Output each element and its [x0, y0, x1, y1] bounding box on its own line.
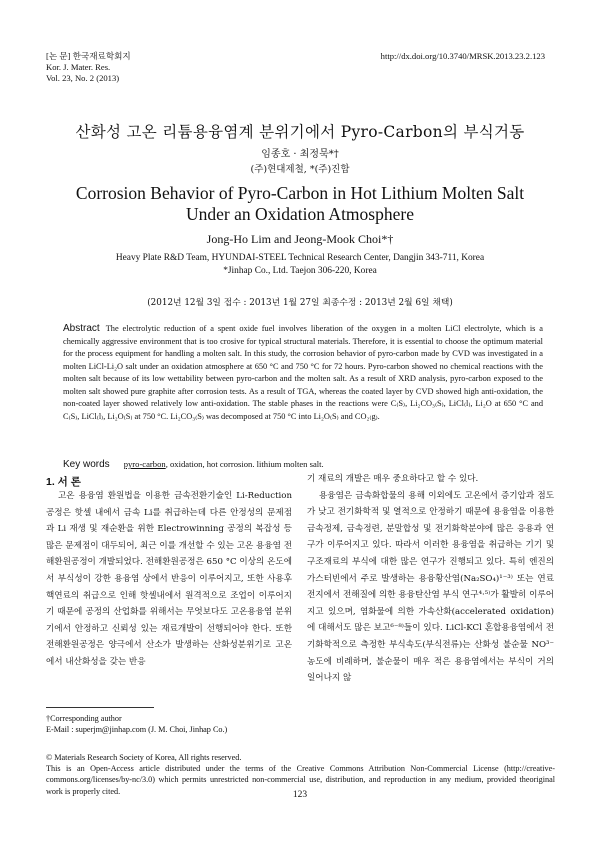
- keywords-rest: , oxidation, hot corrosion. lithium molten salt.: [165, 459, 324, 469]
- keyword-first: pyro-carbon: [123, 459, 166, 469]
- right-paragraph-1: 기 재료의 개발은 매우 중요하다고 할 수 있다.: [307, 474, 479, 484]
- affiliation-korean: (주)현대제철, *(주)진합: [250, 164, 350, 175]
- affiliation-english: [0, 252, 600, 278]
- abstract-label: Abstract: [63, 323, 100, 334]
- right-paragraph-2: 용융염은 금속화합물의 용해 이외에도 고온에서 증기압과 점도가 낮고 전기화학적 및 열적으로 안정하기 때문에 용융염을 이용한 금속정제, 금속정련, 분말합성 및 전기화학분야에 많은 응용과 연구가 이루어지고 있다. 따라서 이러한 용융염을 취급하는 기기 및 구조재료의 부식에 대한 많은 연구가 진행되고 있다. 특히 엔진의 가스터빈에서 주로 발생하는 용융황산염(Na₂SO₄)¹⁻³⁾ 또는 연료전지에서 전해질에 의한 용융탄산염 부식 연구⁴·⁵⁾가 활발히 이루어지고 있으며, 염화물에 의한 가속산화(accelerated oxidation)에 대해서도 많은 보고⁶⁻⁸⁾들이 있다. LiCl-KCl 혼합용융염에서 전기화학적으로 측정한 부식속도(부식전류)는 산화성 불순물 NO³⁻ 농도에 비례하며, 불순물이 매우 적은 용융염에서는 부식이 거의 일어나지 않: [307, 490, 554, 684]
- left-paragraph: 고온 용융염 환원법을 이용한 금속전환기술인 Li-Reduction 공정은 핫셀 내에서 금속 Li를 취급하는데 다른 안정성의 문제점과 Li 재생 및 재순환을 위한 Electrowinning 공정의 복잡성 등 많은 문제점이 대두되어, 최근 이를 개선할 수 있는 고온 용융염 전해환원공정이 개발되었다. 전해환원공정은 650 °C 이상의 온도에서 부식성이 강한 용융염 상에서 반응이 이루어지고, 또한 사용후 핵연료의 취급으로 인해 핫셀내에서 원격적으로 조업이 이루어지기 때문에 공정의 산업화를 위해서는 무엇보다도 고온용융염 분위기에서 안정하고 신뢰성 있는 재료개발이 선행되어야 한다. 또한 전해환원공정은 양극에서 산소가 발생하는 산화성분위기로 고온에서 내산화성을 갖는 반응: [46, 491, 292, 667]
- footnote-divider: [46, 707, 154, 708]
- doi-link[interactable]: http://dx.doi.org/10.3740/MRSK.2013.23.2.123: [380, 51, 545, 61]
- author-email: E-Mail : superjm@jinhap.com (J. M. Choi, Jinhap Co.): [46, 725, 228, 735]
- journal-volume: Vol. 23, No. 2 (2013): [46, 73, 120, 83]
- title-english-line2: Under an Oxidation Atmosphere: [186, 204, 414, 224]
- journal-name-ko: [논 문] 한국재료학회지: [46, 51, 131, 61]
- keywords-label: Key words: [63, 459, 110, 470]
- abstract-text: The electrolytic reduction of a spent oxide fuel involves liberation of the oxygen in a molten LiCl electrolyte, which is a chemically aggressive environment that is too crosive for typical structural materials. Therefore, it is essential to choose the optimum material for the process equipment for handling a molten salt. In this study, the corrosion behavior of pyro-carbon made by CVD was investigated in a molten LiCl-Li₂O salt under an oxidation atmosphere at 650 °C and 750 °C for 72 hours. Pyro-carbon showed no chemical reactions with the molten salt because of its low wettability between pyro-carbon and the molten salt. As a result of XRD analysis, pyro-carbon exposed to the molten salt showed pure graphite after corrosion tests. As a result of TGA, whereas the coated layer by CVD showed high anti-oxidation, the non-coated layer showed relatively low anti-oxidation. The stable phases in the reactions were C₍S₎, Li₂CO₃₍S₎, LiCl₍l₎, Li₂O at 650 °C and C₍S₎, LiCl₍l₎, Li₂O₍S₎ at 750 °C. Li₂CO₃₍S₎ was decomposed at 750 °C into Li₂O₍S₎ and CO₂₍g₎.: [63, 324, 543, 421]
- title-english: [0, 183, 600, 225]
- affiliation-english-line1: Heavy Plate R&D Team, HYUNDAI-STEEL Technical Research Center, Dangjin 343-711, Korea: [115, 253, 485, 263]
- section-title-introduction: 1. 서 론: [46, 476, 81, 488]
- affiliation-english-line2: *Jinhap Co., Ltd. Taejon 306-220, Korea: [223, 266, 377, 276]
- copyright-line: © Materials Research Society of Korea, All rights reserved.: [46, 753, 242, 762]
- abstract: [63, 323, 543, 423]
- title-english-line1: Corrosion Behavior of Pyro-Carbon in Hot Lithium Molten Salt: [75, 183, 525, 203]
- license-text: This is an Open-Access article distributed under the terms of the Creative Commons Attribution Non-Commercial License (http://creative-commons.org/licenses/by-nc/3.0) which permits unrestricted non-commercial use, distribution, and reproduction in any medium, provided theoriginal work is properly cited.: [46, 764, 555, 796]
- submission-dates: (2012년 12월 3일 접수 : 2013년 1월 27일 최종수정 : 2013년 2월 6일 채택): [147, 298, 453, 308]
- journal-header: [46, 51, 131, 84]
- title-korean: 산화성 고온 리튬용융염계 분위기에서 Pyro-Carbon의 부식거동: [75, 123, 525, 141]
- footnote: [46, 713, 292, 735]
- page-number: 123: [292, 790, 308, 800]
- body-right-column: [307, 471, 554, 687]
- journal-name-en: Kor. J. Mater. Res.: [46, 62, 111, 72]
- authors-korean: 임종호 · 최정묵*†: [261, 149, 339, 160]
- authors-english: Jong-Ho Lim and Jeong-Mook Choi*†: [206, 232, 394, 246]
- corresponding-author: †Corresponding author: [46, 714, 122, 723]
- keywords: [63, 459, 543, 470]
- body-left-column: [46, 488, 292, 671]
